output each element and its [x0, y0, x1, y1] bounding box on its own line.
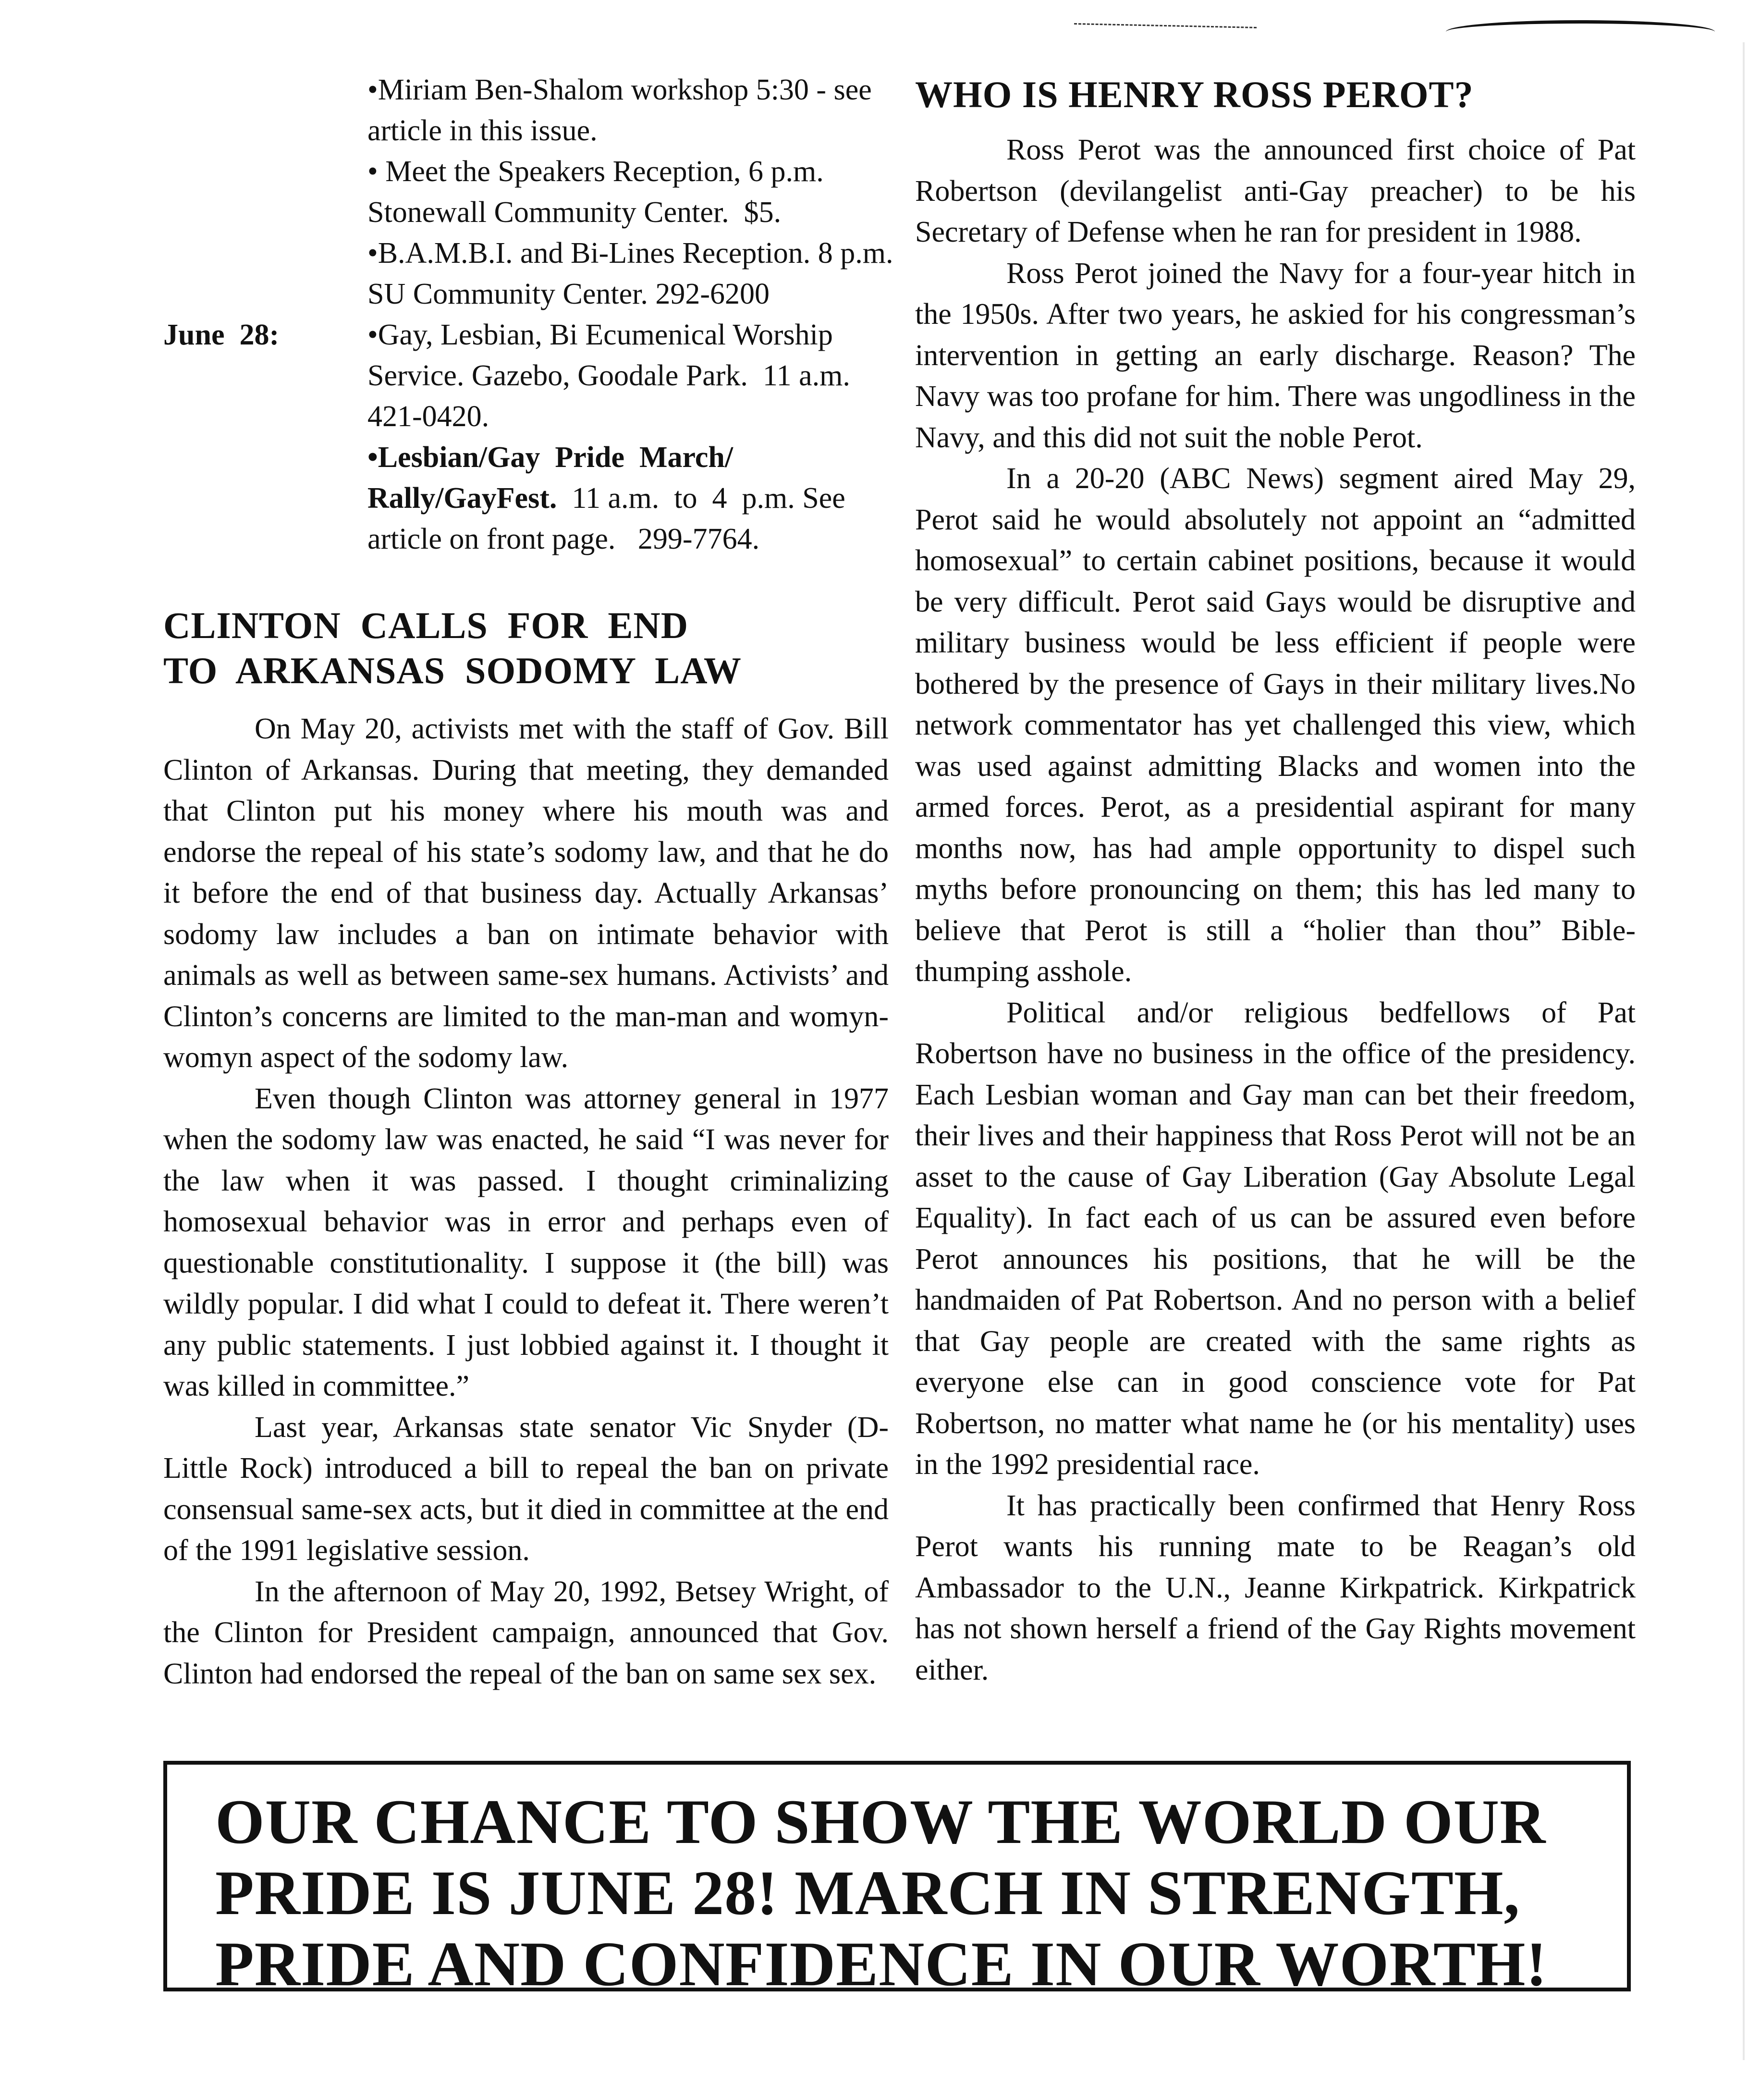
scan-artifact-line	[1074, 23, 1257, 30]
perot-article-body	[915, 130, 1636, 1691]
event-schedule	[159, 70, 917, 560]
page-edge-shadow	[1743, 42, 1745, 2060]
clinton-headline-line2: TO ARKANSAS SODOMY LAW	[163, 650, 742, 691]
pride-banner-text	[215, 1786, 1608, 2000]
article-paragraph: In a 20-20 (ABC News) segment aired May 29, Perot said he would absolutely not appoint an “admitted homosexual” to certain cabinet positions, because it would be very difficult. Perot said Gays would be disruptive and military business would be less efficient if people were bothered by the presence of Gays in their military lives.No network commentator has yet challenged this view, which was used against admitting Blacks and women into the armed forces. Perot, as a presidential aspirant for many months now, has had ample opportunity to dispel such myths before pronouncing on them; this has led many to believe that Perot is still a “holier than thou” Bible-thumping asshole.	[915, 462, 1636, 988]
schedule-event-title: •Lesbian/Gay Pride March/ Rally/GayFest.	[367, 441, 741, 515]
schedule-entry	[159, 151, 917, 233]
clinton-article	[163, 603, 889, 1695]
perot-headline: WHO IS HENRY ROSS PEROT?	[915, 74, 1474, 115]
schedule-event-details: 11 a.m. to 4 p.m. See article on front page. 299-7764.	[367, 482, 853, 555]
schedule-text: •Gay, Lesbian, Bi Ecumenical Worship Service. Gazebo, Goodale Park. 11 a.m. 421-0420.	[367, 319, 865, 433]
perot-article	[915, 72, 1636, 1691]
article-paragraph: On May 20, activists met with the staff of Gov. Bill Clinton of Arkansas. During that meeting, they demanded that Clinton put his money where his mouth was and endorse the repeal of his state’s sodomy law, and that he do it before the end of that business day. Actually Arkansas’ sodomy law includes a ban on intimate behavior with animals as well as between same-sex humans. Activists’ and Clinton’s concerns are limited to the man-man and womyn-womyn aspect of the sodomy law.	[163, 712, 889, 1074]
banner-line: OUR CHANCE TO SHOW THE WORLD OUR	[215, 1786, 1546, 1857]
banner-line: PRIDE AND CONFIDENCE IN OUR WORTH!	[215, 1928, 1548, 1999]
article-paragraph: Political and/or religious bedfellows of Pat Robertson have no business in the office of the presidency. Each Lesbian woman and Gay man can bet their freedom, their lives and their happiness that Ross Perot will not be an asset to the cause of Gay Liberation (Gay Absolute Legal Equality). In fact each of us can be assured even before Perot announces his positions, that he will be the handmaiden of Pat Robertson. And no person with a belief that Gay people are created with the same rights as everyone else can in good conscience vote for Pat Robertson, no matter what name he (or his mentality) uses in the 1992 presidential race.	[915, 996, 1636, 1481]
clinton-article-body	[163, 709, 889, 1695]
schedule-text: • Meet the Speakers Reception, 6 p.m. Stonewall Community Center. $5.	[367, 155, 831, 229]
article-paragraph: Even though Clinton was attorney general in 1977 when the sodomy law was enacted, he said “I was never for the law when it was passed. I thought criminalizing homosexual behavior was in error and perhaps even of questionable constitutionality. I suppose it (the bill) was wildly popular. I did what I could to defeat it. There weren’t any public statements. I just lobbied against it. I thought it was killed in committee.”	[163, 1082, 889, 1402]
clinton-headline-line1: CLINTON CALLS FOR END	[163, 604, 689, 646]
schedule-text: •B.A.M.B.I. and Bi-Lines Reception. 8 p.m. SU Community Center. 292-6200	[367, 237, 901, 310]
scan-artifact-curve	[1446, 20, 1715, 34]
schedule-entry	[159, 70, 917, 151]
schedule-entry	[159, 233, 917, 315]
schedule-text	[367, 437, 917, 560]
article-paragraph: Ross Perot joined the Navy for a four-year hitch in the 1950s. After two years, he askied for his congressman’s intervention in getting an early discharge. Reason? The Navy was too profane for him. There was ungodliness in the Navy, and this did not suit the noble Perot.	[915, 257, 1636, 454]
schedule-date: June 28:	[163, 319, 280, 351]
article-paragraph: In the afternoon of May 20, 1992, Betsey Wright, of the Clinton for President campaign, announced that Gov. Clinton had endorsed the repeal of the ban on same sex sex.	[163, 1575, 889, 1690]
schedule-entry	[159, 437, 917, 560]
banner-line: PRIDE IS JUNE 28! MARCH IN STRENGTH,	[215, 1857, 1520, 1928]
article-paragraph: Last year, Arkansas state senator Vic Snyder (D-Little Rock) introduced a bill to repeal the ban on private consensual same-sex acts, but it died in committee at the end of the 1991 legislative session.	[163, 1411, 889, 1567]
pride-banner-box	[163, 1761, 1631, 1999]
article-paragraph: Ross Perot was the announced first choice of Pat Robertson (devilangelist anti-Gay preacher) to be his Secretary of Defense when he ran for president in 1988.	[915, 134, 1636, 248]
clinton-headline	[163, 603, 889, 693]
schedule-text: •Miriam Ben-Shalom workshop 5:30 - see article in this issue.	[367, 74, 880, 147]
article-paragraph: It has practically been confirmed that Henry Ross Perot wants his running mate to be Reagan’s old Ambassador to the U.N., Jeanne Kirkpatrick. Kirkpatrick has not shown herself a friend of the Gay Rights movement either.	[915, 1489, 1636, 1686]
schedule-entry	[159, 315, 917, 437]
